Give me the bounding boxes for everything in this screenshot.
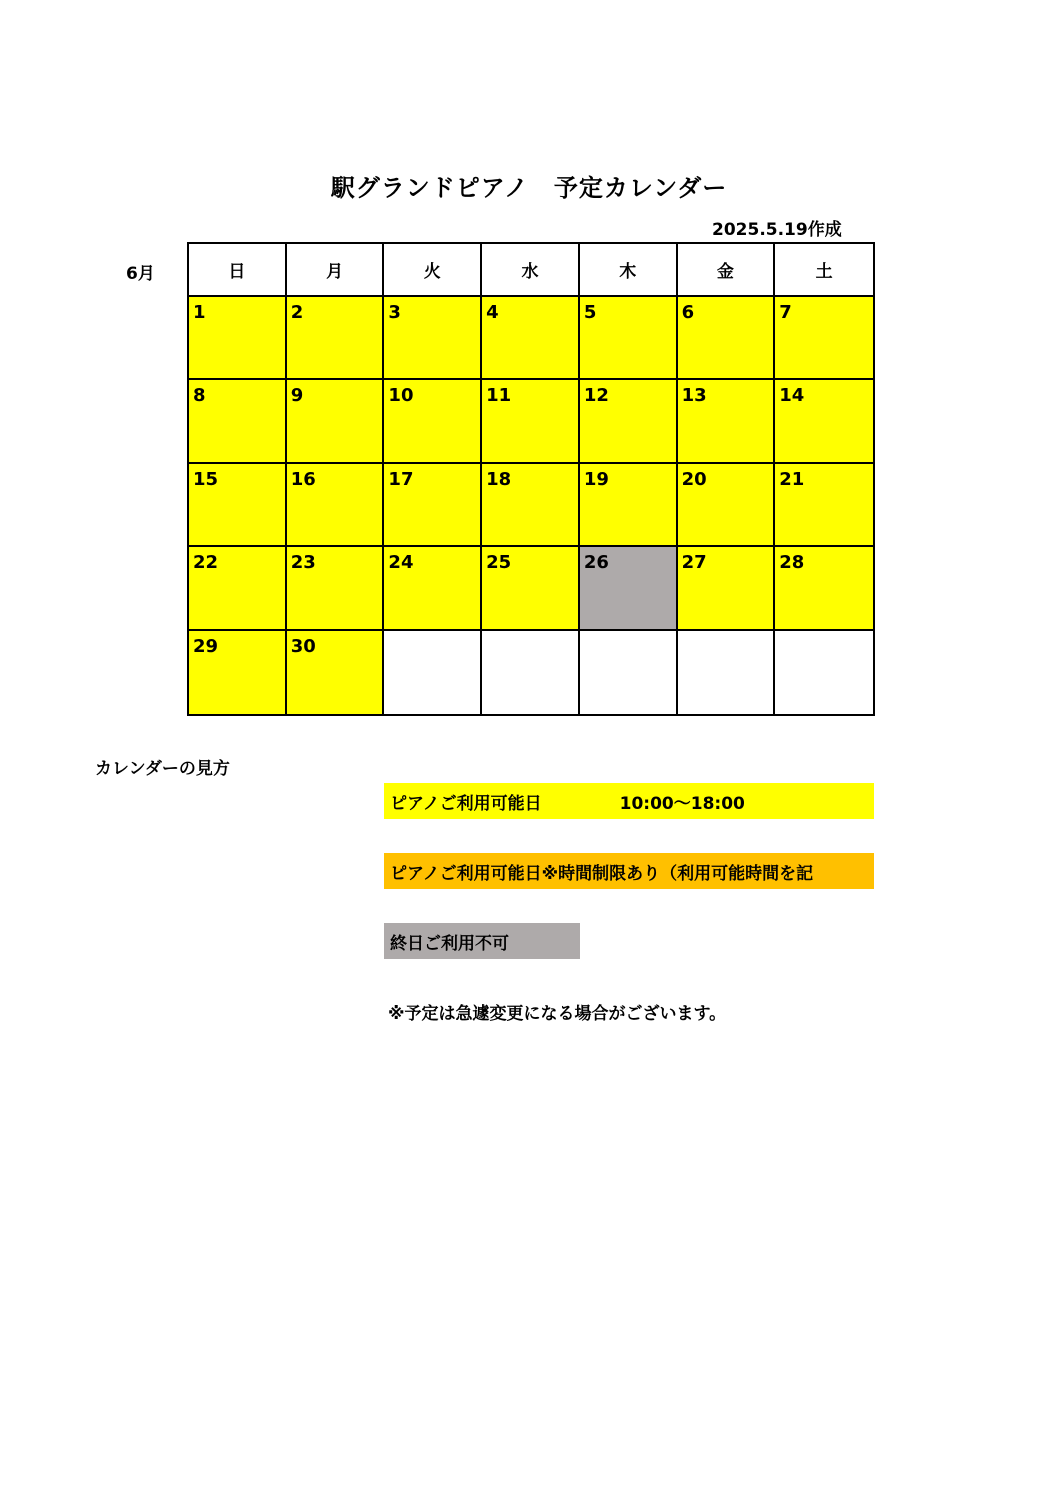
legend-heading: カレンダーの見方 (95, 759, 230, 779)
weekday-header: 月 (287, 244, 385, 297)
calendar-empty-cell (482, 631, 580, 714)
calendar-day-10: 10 (384, 380, 482, 463)
calendar-day-11: 11 (482, 380, 580, 463)
calendar-day-21: 21 (775, 464, 873, 547)
calendar-empty-cell (580, 631, 678, 714)
weekday-header: 土 (775, 244, 873, 297)
calendar-day-15: 15 (189, 464, 287, 547)
calendar-day-7: 7 (775, 297, 873, 380)
calendar-day-14: 14 (775, 380, 873, 463)
calendar-day-25: 25 (482, 547, 580, 630)
calendar-empty-cell (775, 631, 873, 714)
legend-available (384, 783, 874, 819)
created-date: 2025.5.19作成 (712, 220, 842, 240)
calendar-day-3: 3 (384, 297, 482, 380)
calendar-day-17: 17 (384, 464, 482, 547)
calendar-day-29: 29 (189, 631, 287, 714)
calendar-day-19: 19 (580, 464, 678, 547)
month-label: 6月 (126, 264, 155, 284)
calendar-day-9: 9 (287, 380, 385, 463)
calendar-day-13: 13 (678, 380, 776, 463)
calendar-day-12: 12 (580, 380, 678, 463)
calendar-day-1: 1 (189, 297, 287, 380)
calendar-day-2: 2 (287, 297, 385, 380)
calendar-grid (187, 242, 875, 716)
calendar-day-6: 6 (678, 297, 776, 380)
calendar-day-28: 28 (775, 547, 873, 630)
calendar-day-24: 24 (384, 547, 482, 630)
calendar-day-23: 23 (287, 547, 385, 630)
legend-limited-label: ピアノご利用可能日※時間制限あり（利用可能時間を記 (390, 863, 814, 884)
calendar-day-26: 26 (580, 547, 678, 630)
weekday-header: 木 (580, 244, 678, 297)
calendar-day-30: 30 (287, 631, 385, 714)
legend-unavailable (384, 923, 580, 959)
calendar-day-22: 22 (189, 547, 287, 630)
calendar-day-18: 18 (482, 464, 580, 547)
weekday-header: 水 (482, 244, 580, 297)
legend-unavailable-label: 終日ご利用不可 (390, 933, 509, 954)
legend-limited (384, 853, 874, 889)
calendar-day-4: 4 (482, 297, 580, 380)
page-title: 駅グランドピアノ 予定カレンダー (330, 174, 728, 202)
weekday-header: 金 (678, 244, 776, 297)
calendar-empty-cell (678, 631, 776, 714)
calendar-day-27: 27 (678, 547, 776, 630)
weekday-header: 火 (384, 244, 482, 297)
legend-available-hours: 10:00〜18:00 (619, 793, 745, 814)
calendar-day-8: 8 (189, 380, 287, 463)
weekday-header: 日 (189, 244, 287, 297)
calendar-day-16: 16 (287, 464, 385, 547)
calendar-day-20: 20 (678, 464, 776, 547)
calendar-day-5: 5 (580, 297, 678, 380)
schedule-note: ※予定は急遽変更になる場合がございます。 (388, 1004, 727, 1024)
legend-available-label: ピアノご利用可能日 (390, 793, 542, 814)
calendar-empty-cell (384, 631, 482, 714)
